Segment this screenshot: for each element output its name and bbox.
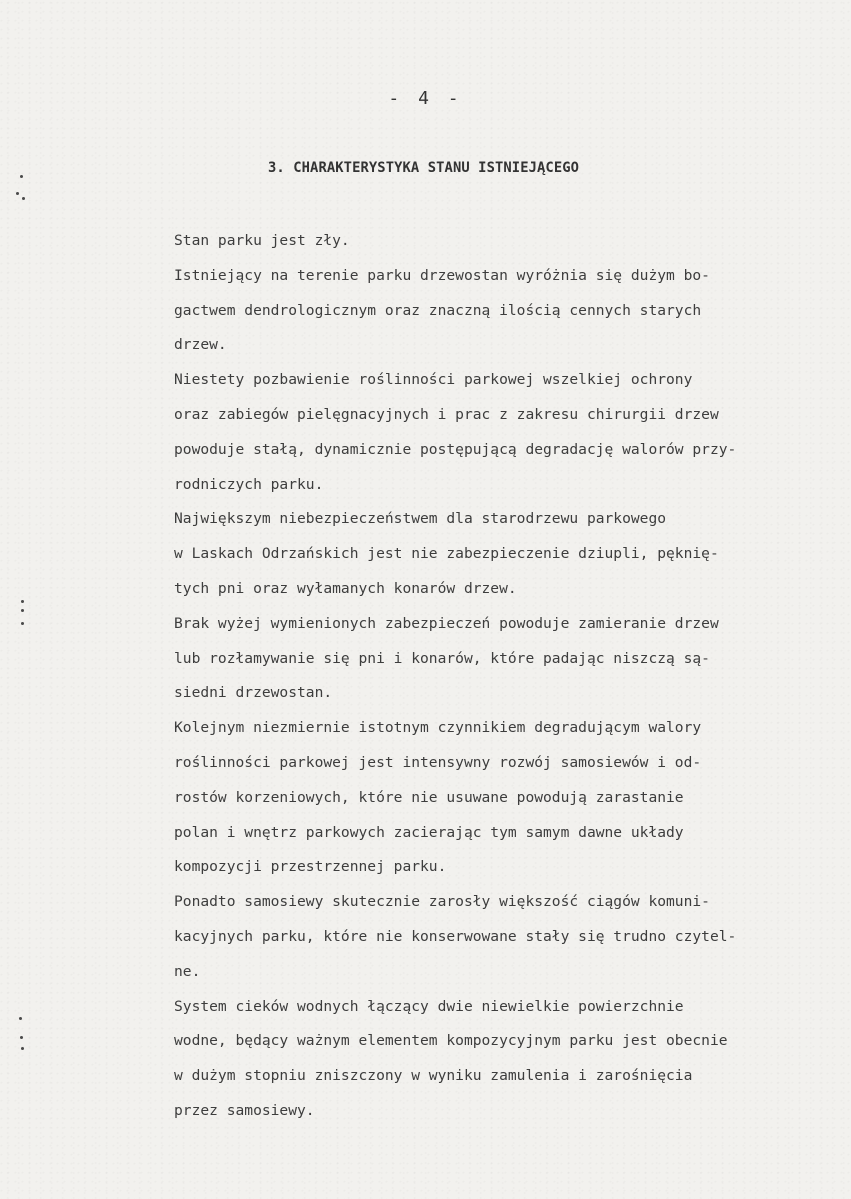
text-line: Niestety pozbawienie roślinności parkowej wszelkiej ochrony: [174, 371, 693, 389]
text-line: Istniejący na terenie parku drzewostan wyróżnia się dużym bo-: [174, 266, 710, 284]
margin-speck: [21, 609, 24, 612]
text-line: roślinności parkowej jest intensywny rozwój samosiewów i od-: [174, 753, 702, 771]
text-line: w dużym stopniu zniszczony w wyniku zamulenia i zarośnięcia: [174, 1067, 693, 1085]
margin-speck: [20, 1036, 23, 1039]
margin-speck: [21, 622, 24, 625]
text-line: kacyjnych parku, które nie konserwowane stały się trudno czytel-: [174, 927, 737, 945]
text-line: oraz zabiegów pielęgnacyjnych i prac z zakresu chirurgii drzew: [174, 405, 719, 423]
body-text: [174, 224, 844, 1129]
text-line: siedni drzewostan.: [174, 684, 333, 702]
margin-speck: [21, 1047, 24, 1050]
margin-speck: [19, 1017, 22, 1020]
text-line: kompozycji przestrzennej parku.: [174, 858, 447, 876]
text-line: drzew.: [174, 336, 227, 354]
page-number: - 4 -: [388, 88, 463, 109]
section-title: 3. CHARAKTERYSTYKA STANU ISTNIEJĄCEGO: [268, 160, 580, 176]
text-line: System cieków wodnych łączący dwie niewielkie powierzchnie: [174, 997, 684, 1015]
text-line: w Laskach Odrzańskich jest nie zabezpieczenie dziupli, pęknię-: [174, 545, 719, 563]
text-line: Największym niebezpieczeństwem dla starodrzewu parkowego: [174, 510, 667, 528]
text-line: rostów korzeniowych, które nie usuwane powodują zarastanie: [174, 788, 684, 806]
text-line: przez samosiewy.: [174, 1101, 315, 1119]
text-line: rodniczych parku.: [174, 475, 324, 493]
text-line: Kolejnym niezmiernie istotnym czynnikiem degradującym walory: [174, 719, 702, 737]
text-line: wodne, będący ważnym elementem kompozycyjnym parku jest obecnie: [174, 1032, 728, 1050]
margin-speck: [21, 600, 24, 603]
text-line: Ponadto samosiewy skutecznie zarosły większość ciągów komuni-: [174, 893, 710, 911]
text-line: Stan parku jest zły.: [174, 232, 350, 249]
margin-speck: [16, 192, 19, 195]
text-line: tych pni oraz wyłamanych konarów drzew.: [174, 579, 517, 597]
text-line: ne.: [174, 962, 201, 980]
margin-speck: [20, 175, 23, 178]
text-line: polan i wnętrz parkowych zacierając tym samym dawne układy: [174, 823, 684, 841]
text-line: gactwem dendrologicznym oraz znaczną ilością cennych starych: [174, 301, 702, 319]
text-line: Brak wyżej wymienionych zabezpieczeń powoduje zamieranie drzew: [174, 614, 719, 632]
text-line: lub rozłamywanie się pni i konarów, które padając niszczą są-: [174, 649, 710, 667]
margin-speck: [22, 197, 25, 200]
text-line: powoduje stałą, dynamicznie postępującą degradację walorów przy-: [174, 440, 737, 458]
